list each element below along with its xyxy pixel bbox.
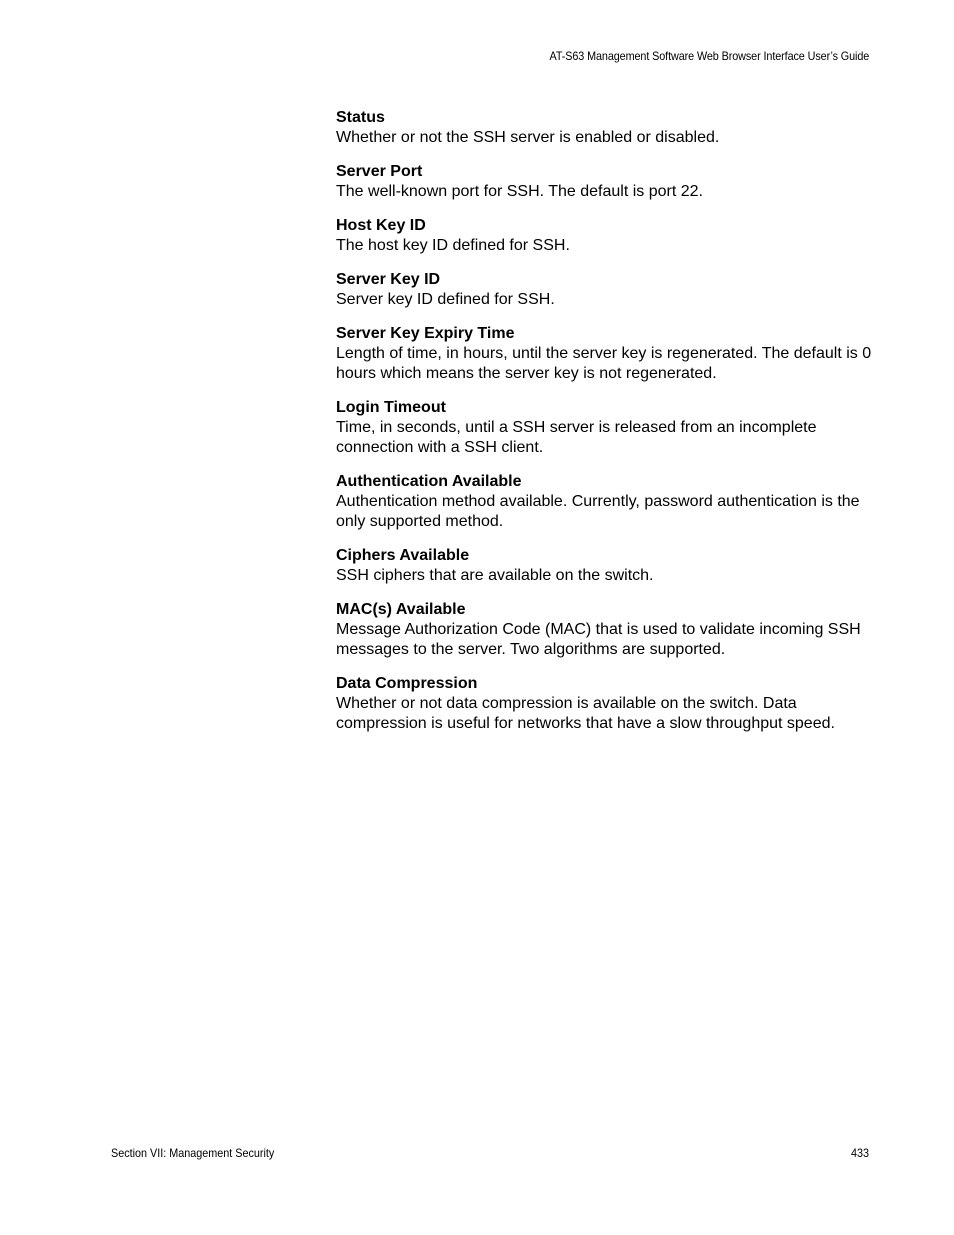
field-server-port: [336, 162, 876, 202]
field-description: Whether or not data compression is available on the switch. Data compression is useful for networks that have a slow throughput speed.: [336, 695, 835, 732]
field-host-key-id: [336, 216, 876, 256]
field-login-timeout: [336, 398, 876, 458]
field-description: Length of time, in hours, until the server key is regenerated. The default is 0 hours which means the server key is not regenerated.: [336, 345, 872, 382]
field-term: Server Key Expiry Time: [336, 325, 515, 342]
field-description: Server key ID defined for SSH.: [336, 291, 555, 308]
field-description: SSH ciphers that are available on the switch.: [336, 567, 654, 584]
field-description: Message Authorization Code (MAC) that is used to validate incoming SSH messages to the server. Two algorithms are supported.: [336, 621, 861, 658]
field-term: Data Compression: [336, 675, 478, 692]
field-term: Login Timeout: [336, 399, 446, 416]
running-header: AT-S63 Management Software Web Browser Interface User’s Guide: [549, 49, 869, 63]
field-description: Authentication method available. Currently, password authentication is the only supported method.: [336, 493, 860, 530]
field-description: Time, in seconds, until a SSH server is released from an incomplete connection with a SSH client.: [336, 419, 817, 456]
field-macs-available: [336, 600, 876, 660]
footer-section-title: Section VII: Management Security: [111, 1146, 275, 1160]
field-term: Server Key ID: [336, 271, 441, 288]
field-description: The well-known port for SSH. The default is port 22.: [336, 183, 703, 200]
field-term: Ciphers Available: [336, 547, 470, 564]
field-authentication-available: [336, 472, 876, 532]
field-data-compression: [336, 674, 876, 734]
field-description: Whether or not the SSH server is enabled or disabled.: [336, 129, 720, 146]
field-description: The host key ID defined for SSH.: [336, 237, 570, 254]
field-definition-list: [336, 108, 876, 748]
field-status: [336, 108, 876, 148]
field-term: Host Key ID: [336, 217, 426, 234]
field-term: MAC(s) Available: [336, 601, 466, 618]
field-term: Server Port: [336, 163, 423, 180]
field-server-key-id: [336, 270, 876, 310]
page-number: 433: [850, 1146, 869, 1160]
field-term: Status: [336, 109, 385, 126]
field-term: Authentication Available: [336, 473, 522, 490]
field-server-key-expiry-time: [336, 324, 876, 384]
field-ciphers-available: [336, 546, 876, 586]
